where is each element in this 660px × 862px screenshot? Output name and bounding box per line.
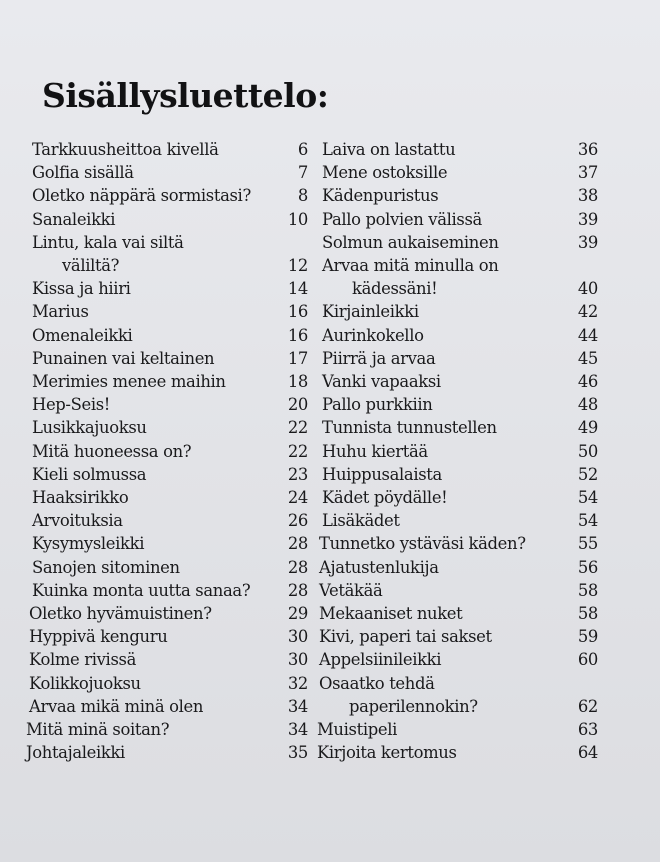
toc-entry-page-number: 30 <box>287 627 308 647</box>
toc-entry-title: Oletko näppärä sormistasi? <box>32 186 251 206</box>
toc-entry-title: Lintu, kala vai siltä <box>32 232 184 252</box>
toc-entry-page-number: 55 <box>577 534 598 554</box>
toc-entry-title: Piirrä ja arvaa <box>322 348 436 368</box>
toc-entry-title: Kysymysleikki <box>32 534 145 554</box>
toc-entry-title: Johtajaleikki <box>26 743 125 763</box>
toc-entry <box>32 300 308 323</box>
toc-entry-page-number: 54 <box>577 488 598 508</box>
toc-entry-page-number: 28 <box>287 580 308 600</box>
toc-entry-page-number: 49 <box>577 418 598 438</box>
toc-entry-title: Kissa ja hiiri <box>32 279 131 299</box>
toc-entry <box>319 625 598 648</box>
toc-entry-title: Kolikkojuoksu <box>29 673 141 693</box>
toc-entry-page-number: 35 <box>287 743 308 763</box>
toc-entry <box>32 556 308 579</box>
toc-entry-title: Hyppivä kenguru <box>29 627 168 647</box>
toc-entry <box>319 532 598 555</box>
toc-entry-title: Oletko hyvämuistinen? <box>29 604 212 624</box>
toc-entry-page-number: 56 <box>577 557 598 577</box>
toc-entry-page-number: 29 <box>287 604 308 624</box>
toc-entry-page-number: 34 <box>287 696 308 716</box>
toc-entry-title: Aurinkokello <box>322 325 424 345</box>
toc-entry-title: Kädet pöydälle! <box>322 488 448 508</box>
toc-entry <box>29 625 308 648</box>
toc-entry-title: Marius <box>32 302 89 322</box>
toc-entry-page-number: 17 <box>287 348 308 368</box>
toc-entry-title: Osaatko tehdä <box>319 673 435 693</box>
toc-entry <box>319 672 598 718</box>
toc-entry <box>319 556 598 579</box>
toc-entry-page-number: 16 <box>287 302 308 322</box>
toc-entry <box>32 416 308 439</box>
toc-entry <box>29 602 308 625</box>
toc-entry-title: Kivi, paperi tai sakset <box>319 627 492 647</box>
toc-entry-title: Mitä huoneessa on? <box>32 441 192 461</box>
toc-entry <box>32 440 308 463</box>
toc-entry-title: Kuinka monta uutta sanaa? <box>32 580 251 600</box>
toc-entry-title: Vanki vapaaksi <box>322 372 441 392</box>
toc-entry-title: Kolme rivissä <box>29 650 136 670</box>
toc-entry-page-number: 59 <box>577 627 598 647</box>
toc-entry-page-number: 28 <box>287 534 308 554</box>
toc-entry <box>32 370 308 393</box>
toc-entry <box>32 138 308 161</box>
toc-entry-title: Solmun aukaiseminen <box>322 232 499 252</box>
toc-entry-page-number: 45 <box>577 348 598 368</box>
toc-entry-page-number: 50 <box>577 441 598 461</box>
toc-entry <box>322 440 598 463</box>
toc-column-left <box>26 138 308 764</box>
toc-entry-page-number: 16 <box>287 325 308 345</box>
toc-entry <box>322 347 598 370</box>
toc-entry-title: paperilennokin? <box>349 696 478 716</box>
toc-entry-page-number: 8 <box>297 186 308 206</box>
toc-entry <box>317 741 598 764</box>
toc-entry <box>322 324 598 347</box>
toc-entry-page-number: 26 <box>287 511 308 531</box>
toc-entry-page-number: 64 <box>577 743 598 763</box>
toc-entry-title: Ajatustenlukija <box>319 557 439 577</box>
toc-entry-title: Sanojen sitominen <box>32 557 180 577</box>
toc-entry <box>32 184 308 207</box>
toc-entry <box>322 463 598 486</box>
toc-entry <box>32 231 308 277</box>
toc-entry-page-number: 22 <box>287 441 308 461</box>
toc-entry <box>32 486 308 509</box>
toc-entry-page-number: 22 <box>287 418 308 438</box>
toc-entry <box>322 138 598 161</box>
toc-entry-title: Arvoituksia <box>32 511 123 531</box>
toc-entry <box>32 532 308 555</box>
toc-entry-title: Golfia sisällä <box>32 163 134 183</box>
toc-entry <box>322 184 598 207</box>
toc-entry-title: Pallo polvien välissä <box>322 209 482 229</box>
toc-entry-title: Mitä minä soitan? <box>26 720 170 740</box>
toc-entry-title: Tunnetko ystäväsi käden? <box>319 534 526 554</box>
toc-entry <box>322 370 598 393</box>
toc-entry <box>317 718 598 741</box>
toc-entry-title: Pallo purkkiin <box>322 395 433 415</box>
toc-entry-title: Sanaleikki <box>32 209 116 229</box>
toc-entry <box>29 648 308 671</box>
toc-entry-title: Kädenpuristus <box>322 186 439 206</box>
toc-entry-title: Mekaaniset nuket <box>319 604 463 624</box>
toc-entry-title: Laiva on lastattu <box>322 140 456 159</box>
toc-entry <box>26 718 308 741</box>
toc-entry <box>319 579 598 602</box>
toc-entry-page-number: 46 <box>577 372 598 392</box>
toc-entry-page-number: 10 <box>287 209 308 229</box>
toc-entry-page-number: 52 <box>577 464 598 484</box>
toc-entry-page-number: 14 <box>287 279 308 299</box>
toc-entry <box>29 672 308 695</box>
toc-entry <box>32 347 308 370</box>
toc-entry <box>319 648 598 671</box>
toc-entry-title: kädessäni! <box>352 279 438 299</box>
toc-entry-title: Omenaleikki <box>32 325 133 345</box>
toc-entry-page-number: 34 <box>287 720 308 740</box>
toc-entry <box>322 231 598 254</box>
toc-entry-title: Tarkkuusheittoa kivellä <box>32 140 219 159</box>
toc-entry <box>32 277 308 300</box>
toc-entry-title: väliltä? <box>62 256 120 276</box>
toc-entry-page-number: 6 <box>297 140 308 159</box>
toc-entry-page-number: 37 <box>577 163 598 183</box>
toc-entry <box>319 602 598 625</box>
toc-entry-title: Haaksirikko <box>32 488 129 508</box>
toc-entry <box>32 463 308 486</box>
toc-entry <box>322 393 598 416</box>
toc-entry-title: Kirjainleikki <box>322 302 419 322</box>
toc-entry-page-number: 12 <box>287 256 308 276</box>
toc-entry-page-number: 58 <box>577 604 598 624</box>
toc-entry-title: Vetäkää <box>319 580 383 600</box>
toc-entry-title: Muistipeli <box>317 720 397 740</box>
toc-entry <box>322 208 598 231</box>
toc-entry <box>322 509 598 532</box>
toc-entry-page-number: 60 <box>577 650 598 670</box>
toc-entry-title: Arvaa mitä minulla on <box>322 256 499 276</box>
toc-entry-page-number: 32 <box>287 673 308 693</box>
toc-entry-title: Lusikkajuoksu <box>32 418 147 438</box>
toc-entry-page-number: 39 <box>577 232 598 252</box>
toc-entry-page-number: 62 <box>577 696 598 716</box>
toc-entry-page-number: 54 <box>577 511 598 531</box>
toc-entry-page-number: 44 <box>577 325 598 345</box>
toc-entry <box>322 300 598 323</box>
toc-entry-page-number: 38 <box>577 186 598 206</box>
toc-entry-title: Huippusalaista <box>322 464 442 484</box>
toc-entry-page-number: 42 <box>577 302 598 322</box>
toc-column-right <box>317 138 598 764</box>
toc-entry-title: Kieli solmussa <box>32 464 147 484</box>
toc-entry-title: Hep-Seis! <box>32 395 111 415</box>
toc-entry-page-number: 58 <box>577 580 598 600</box>
toc-entry <box>32 579 308 602</box>
page-title: Sisällysluettelo: <box>42 76 329 115</box>
toc-entry-page-number: 28 <box>287 557 308 577</box>
toc-entry-title: Merimies menee maihin <box>32 372 226 392</box>
toc-entry-page-number: 7 <box>297 163 308 183</box>
toc-entry-title: Appelsiinileikki <box>319 650 442 670</box>
toc-entry <box>322 254 598 300</box>
toc-entry <box>32 208 308 231</box>
toc-entry-page-number: 23 <box>287 464 308 484</box>
toc-entry <box>26 741 308 764</box>
toc-entry-title: Punainen vai keltainen <box>32 348 215 368</box>
toc-entry-page-number: 24 <box>287 488 308 508</box>
toc-entry-page-number: 20 <box>287 395 308 415</box>
toc-entry-page-number: 18 <box>287 372 308 392</box>
toc-entry <box>32 324 308 347</box>
toc-entry-page-number: 48 <box>577 395 598 415</box>
toc-entry <box>29 695 308 718</box>
toc-entry <box>32 509 308 532</box>
toc-entry-title: Kirjoita kertomus <box>317 743 457 763</box>
toc-entry-page-number: 63 <box>577 720 598 740</box>
toc-entry <box>32 161 308 184</box>
toc-entry-page-number: 39 <box>577 209 598 229</box>
toc-entry-page-number: 36 <box>577 140 598 159</box>
toc-entry-title: Mene ostoksille <box>322 163 448 183</box>
toc-entry-page-number: 30 <box>287 650 308 670</box>
toc-entry-title: Lisäkädet <box>322 511 400 531</box>
toc-entry-page-number: 40 <box>577 279 598 299</box>
toc-entry-title: Tunnista tunnustellen <box>322 418 497 438</box>
toc-entry <box>322 161 598 184</box>
toc-entry <box>32 393 308 416</box>
toc-entry <box>322 486 598 509</box>
toc-entry <box>322 416 598 439</box>
toc-entry-title: Huhu kiertää <box>322 441 428 461</box>
toc-entry-title: Arvaa mikä minä olen <box>29 696 204 716</box>
